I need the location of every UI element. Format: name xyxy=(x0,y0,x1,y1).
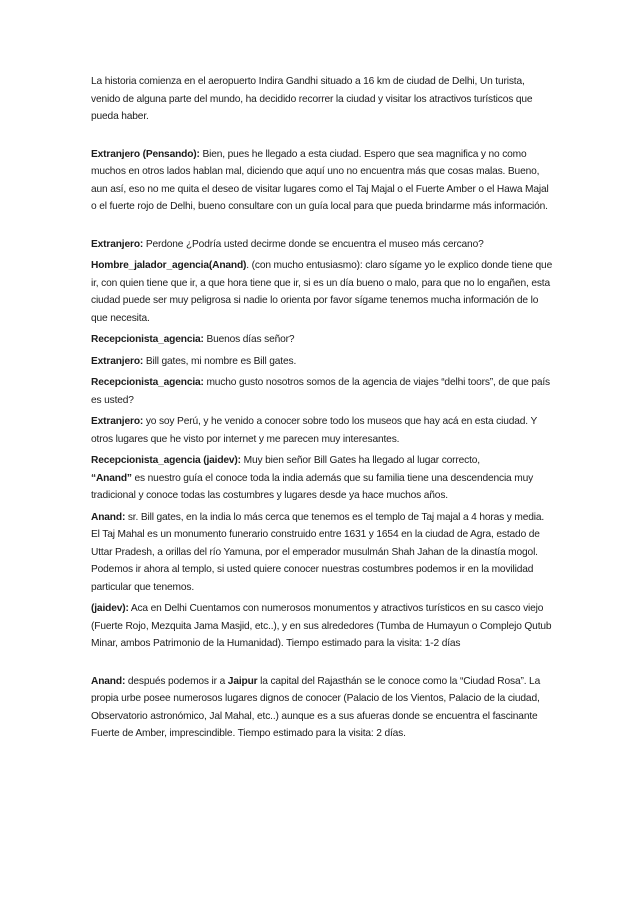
paragraph-extranjero-nombre xyxy=(91,353,553,371)
speaker-label: Recepcionista_agencia: xyxy=(91,377,204,388)
paragraph-recepcionista-jaidev xyxy=(91,452,553,505)
paragraph-anand-jaipur xyxy=(91,673,553,743)
paragraph-text: la capital del Rajasthán se le conoce como la “Ciudad Rosa”. La propia urbe posee numerosos lugares dignos de conocer (Palacio de los Vientos, Palacio de la ciudad, Observatorio astronómico, Jal Mahal, etc..) aunque es a sus afueras donde se encuentra el fascinante Fuerte de Amber, imprescindible. Tiempo estimado para la visita: 2 días. xyxy=(91,675,541,739)
speaker-label: Hombre_jalador_agencia(Anand) xyxy=(91,260,247,271)
paragraph-text: Bill gates, mi nombre es Bill gates. xyxy=(143,355,297,367)
place-name-jaipur: Jaipur xyxy=(227,675,258,687)
paragraph-text: yo soy Perú, y he venido a conocer sobre todo los museos que hay acá en esta ciudad. Y otros lugares que he visto por internet y me parecen muy interesantes. xyxy=(91,416,537,445)
paragraph-recepcionista-agencia xyxy=(91,374,553,409)
paragraph-text: es nuestro guía el conoce toda la india además que su familia tiene una descendencia muy tradicional y conoce todas las costumbres y lugares desde ya hace muchos años. xyxy=(91,472,534,501)
paragraph-extranjero-pensando xyxy=(91,146,553,216)
paragraph-jaidev-delhi xyxy=(91,600,553,653)
paragraph-text: sr. Bill gates, en la india lo más cerca que tenemos es el templo de Taj majal a 4 horas y media. El Taj Mahal es un monumento funerario construido entre 1631 y 1654 en la ciudad de Agra, estado de Uttar Pradesh, a orillas del río Yamuna, por el emperador musulmán Shah Jahan de la dinastía mogol. Podemos ir ahora al templo, si usted quiere conocer nuestras costumbres podemos ir en la movilidad particular que tenemos. xyxy=(91,511,545,593)
paragraph-intro xyxy=(91,73,553,126)
speaker-label: Extranjero: xyxy=(91,238,144,250)
speaker-label-anand: “Anand” xyxy=(91,472,132,484)
speaker-label: Anand: xyxy=(91,675,126,687)
speaker-label: Extranjero: xyxy=(91,416,144,427)
paragraph-text: . (con mucho entusiasmo): claro sígame yo le explico donde tiene que ir, con quien tiene que ir, a que hora tiene que ir, si es un día bueno o malo, para que no lo engañen, esta ciudad puede ser muy peligrosa si nadie lo orienta por favor sígame tenemos mucha información de lo que necesita. xyxy=(91,260,553,324)
paragraph-text: Aca en Delhi Cuentamos con numerosos monumentos y atractivos turísticos en su casco viejo (Fuerte Rojo, Mezquita Jama Masjid, etc..), y en sus alrededores (Tumba de Humayun o Complejo Qutub Minar, ambos Patrimonio de la Humanidad). Tiempo estimado para la visita: 1-2 días xyxy=(91,603,552,649)
paragraph-anand-jalador xyxy=(91,257,553,327)
paragraph-text: después podemos ir a xyxy=(125,675,228,687)
speaker-label: Extranjero: xyxy=(91,355,144,367)
speaker-label: Recepcionista_agencia (jaidev): xyxy=(91,455,241,466)
document-body xyxy=(91,73,553,747)
paragraph-text: Buenos días señor? xyxy=(203,334,295,345)
paragraph-anand-taj-mahal xyxy=(91,509,553,597)
paragraph-text: Muy bien señor Bill Gates ha llegado al lugar correcto, xyxy=(240,455,480,466)
speaker-label: (jaidev): xyxy=(91,603,129,614)
speaker-label: Extranjero (Pensando): xyxy=(91,148,200,160)
paragraph-text: La historia comienza en el aeropuerto Indira Gandhi situado a 16 km de ciudad de Delhi, Un turista, venido de alguna parte del mundo, ha decidido recorrer la ciudad y visitar los atractivos turísticos que pueda haber. xyxy=(91,76,533,122)
paragraph-text: Bien, pues he llegado a esta ciudad. Espero que sea magnifica y no como muchos en otros lados hablan mal, diciendo que aquí uno no encuentra más que cosas malas. Bueno, aun así, eso no me quita el deseo de visitar lugares como el Taj Majal o el Fuerte Amber o el Hawa Majal o el fuerte rojo de Delhi, bueno consultare con un guía local para que pueda brindarme más información. xyxy=(91,148,549,212)
speaker-label: Recepcionista_agencia: xyxy=(91,334,204,345)
paragraph-text: mucho gusto nosotros somos de la agencia de viajes “delhi toors”, de que país es usted? xyxy=(91,377,550,406)
paragraph-extranjero-pregunta xyxy=(91,236,553,254)
speaker-label: Anand: xyxy=(91,511,126,523)
paragraph-text: Perdone ¿Podría usted decirme donde se encuentra el museo más cercano? xyxy=(143,238,484,250)
paragraph-recepcionista-saludo xyxy=(91,331,553,349)
paragraph-extranjero-peru xyxy=(91,413,553,448)
